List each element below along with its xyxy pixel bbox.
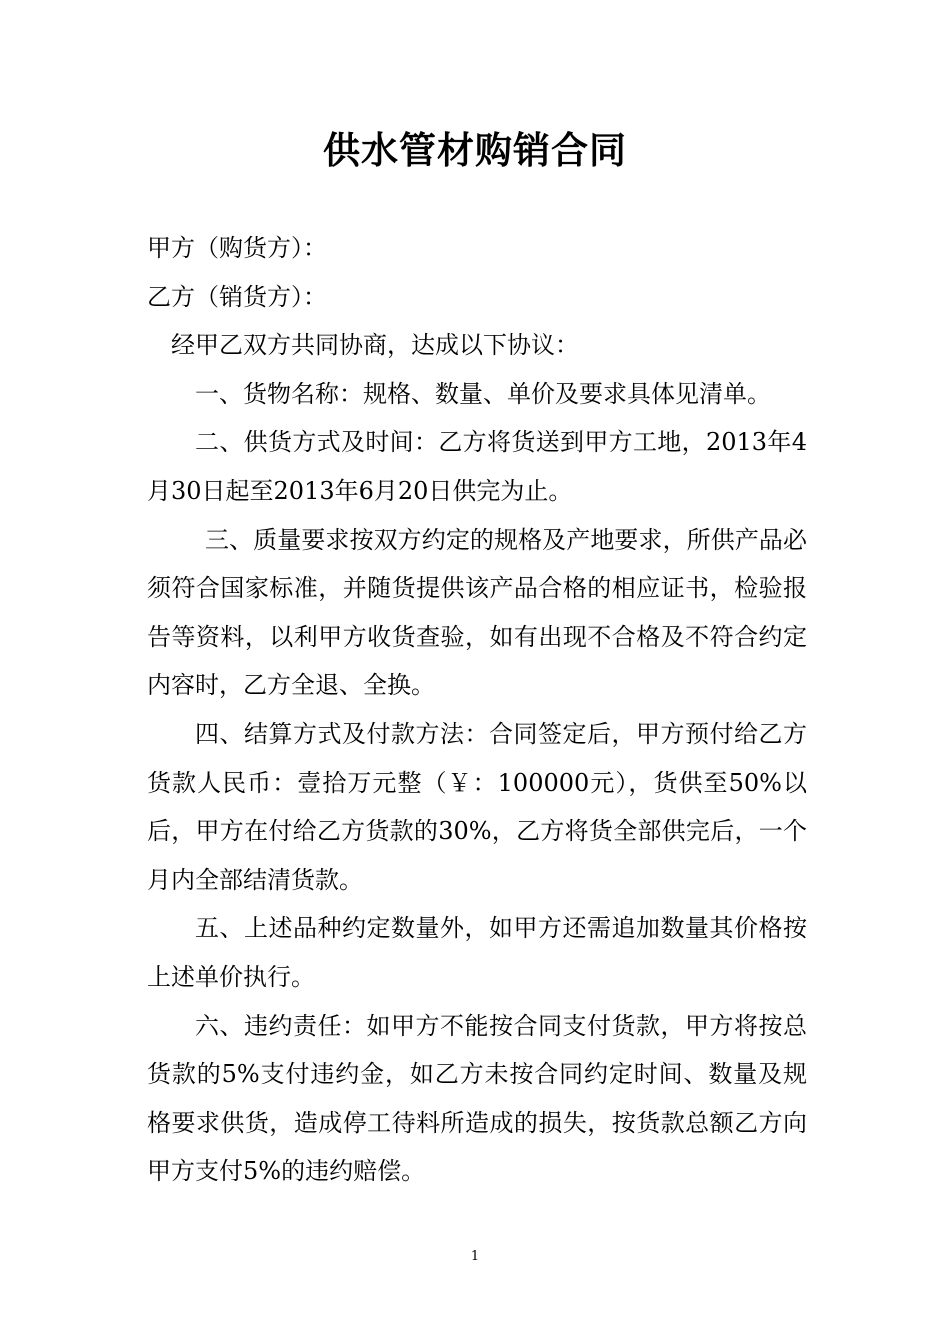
document-title: 供水管材购销合同 [323,128,627,172]
clause-3: 三、质量要求按双方约定的规格及产地要求，所供产品必须符合国家标准，并随货提供该产品合格的相应证书，检验报告等资料，以利甲方收货查验，如有出现不合格及不符合约定内容时，乙方全退、全换。 [147,525,807,700]
document-body [147,224,807,1196]
party-b-line: 乙方（销货方）： [147,282,327,311]
page-number: 1 [470,1249,480,1264]
party-a-line: 甲方（购货方）： [147,234,327,262]
clause-6: 六、违约责任：如甲方不能按合同支付货款，甲方将按总货款的5%支付违约金，如乙方未按合同约定时间、数量及规格要求供货，造成停工待料所造成的损失，按货款总额乙方向甲方支付5%的违约赔偿。 [147,1011,807,1186]
clause-4: 四、结算方式及付款方法：合同签定后，甲方预付给乙方货款人民币：壹拾万元整（￥：100000元），货供至50%以后，甲方在付给乙方货款的30%，乙方将货全部供完后，一个月内全部结清货款。 [147,719,807,894]
intro-paragraph: 经甲乙双方共同协商，达成以下协议： [171,331,579,360]
clause-5: 五、上述品种约定数量外，如甲方还需追加数量其价格按上述单价执行。 [147,914,807,991]
clause-1: 一、货物名称：规格、数量、单价及要求具体见清单。 [195,379,771,408]
clause-2: 二、供货方式及时间：乙方将货送到甲方工地，2013年4月30日起至2013年6月20日供完为止。 [147,428,807,505]
